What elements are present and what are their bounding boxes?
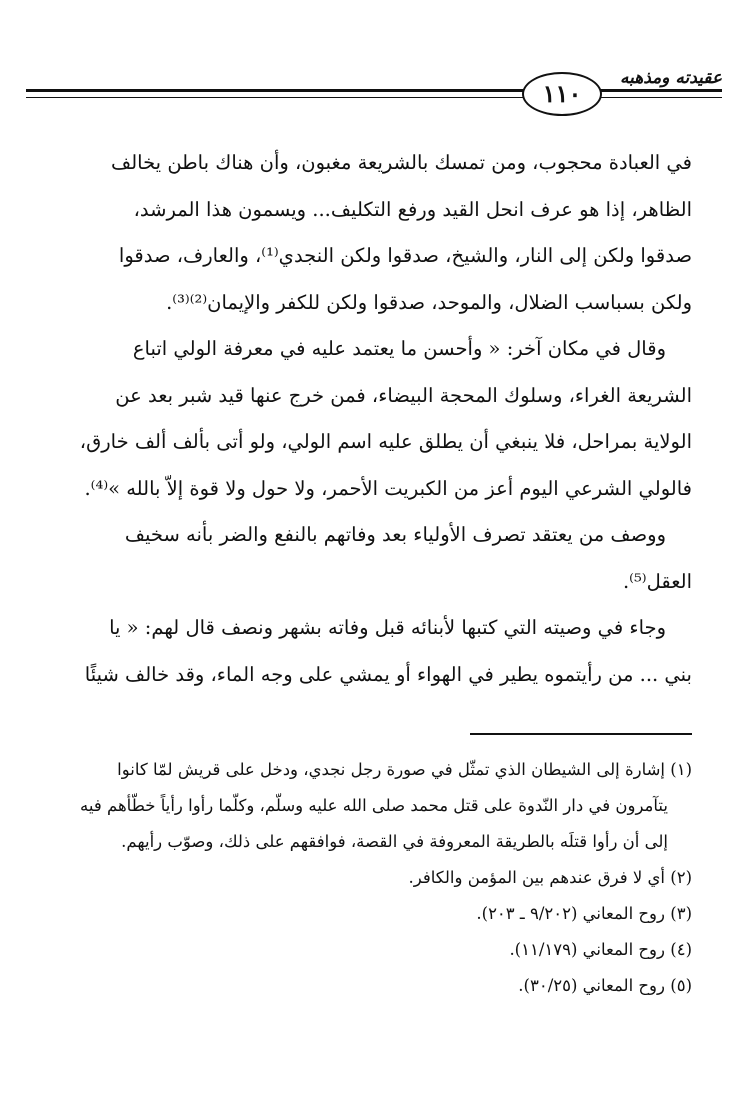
page-header <box>26 70 722 116</box>
text-line: ولكن بسباسب الضلال، والموحد، صدقوا ولكن للكفر والإيمان⁽²⁾⁽³⁾. <box>166 290 692 314</box>
page-number: ١١٠ <box>522 72 602 116</box>
footnote-2: (٢) أي لا فرق عندهم بين المؤمن والكافر. <box>408 868 692 887</box>
footnote-1-line: (١) إشارة إلى الشيطان الذي تمثّل في صورة رجل نجدي، ودخل على قريش لمّا كانوا <box>117 760 692 779</box>
text-line: في العبادة محجوب، ومن تمسك بالشريعة مغبون، وأن هناك باطن يخالف <box>111 151 692 174</box>
header-rule-thin <box>26 97 722 98</box>
running-title: عقيدته ومذهبه <box>614 68 722 88</box>
text-line: الظاهر، إذا هو عرف انحل القيد ورفع التكليف... ويسمون هذا المرشد، <box>133 197 692 221</box>
text-line: الولاية بمراحل، فلا ينبغي أن يطلق عليه اسم الولي، ولو أتى بألف ألف خارق، <box>79 430 692 453</box>
text-line: بني ... من رأيتموه يطير في الهواء أو يمشي على وجه الماء، وقد خالف شيئًا <box>84 662 692 686</box>
text-line: الشريعة الغراء، وسلوك المحجة البيضاء، فمن خرج عنها قيد شبر بعد عن <box>115 383 692 407</box>
footnote-divider <box>470 733 692 735</box>
text-line: ووصف من يعتقد تصرف الأولياء بعد وفاتهم بالنفع والضر بأنه سخيف <box>124 523 666 546</box>
footnote-5: (٥) روح المعاني (٣٠/٢٥). <box>518 976 692 995</box>
main-text <box>52 140 692 698</box>
footnote-3: (٣) روح المعاني (٩/٢٠٢ ـ ٢٠٣). <box>476 904 692 923</box>
header-rule-thick <box>26 89 722 92</box>
text-line: وجاء في وصيته التي كتبها لأبنائه قبل وفاته بشهر ونصف قال لهم: « يا <box>109 616 666 639</box>
footnotes <box>52 752 692 1004</box>
text-line: وقال في مكان آخر: « وأحسن ما يعتمد عليه في معرفة الولي اتباع <box>132 337 666 360</box>
footnote-4: (٤) روح المعاني (١١/١٧٩). <box>509 940 692 959</box>
footnote-1-line: إلى أن رأوا قتلَه بالطريقة المعروفة في القصة، فوافقهم على ذلك، وصوّب رأيهم. <box>121 832 668 851</box>
footnote-1-line: يتآمرون في دار النّدوة على قتل محمد صلى الله عليه وسلّم، وكلّما رأوا رأياً خطّأهم فيه <box>80 796 668 815</box>
text-line: صدقوا ولكن إلى النار، والشيخ، صدقوا ولكن النجدي⁽¹⁾، والعارف، صدقوا <box>118 244 692 267</box>
text-line: فالولي الشرعي اليوم أعز من الكبريت الأحمر، ولا حول ولا قوة إلاّ بالله »⁽⁴⁾. <box>84 476 692 500</box>
text-line: العقل⁽⁵⁾. <box>622 569 692 593</box>
